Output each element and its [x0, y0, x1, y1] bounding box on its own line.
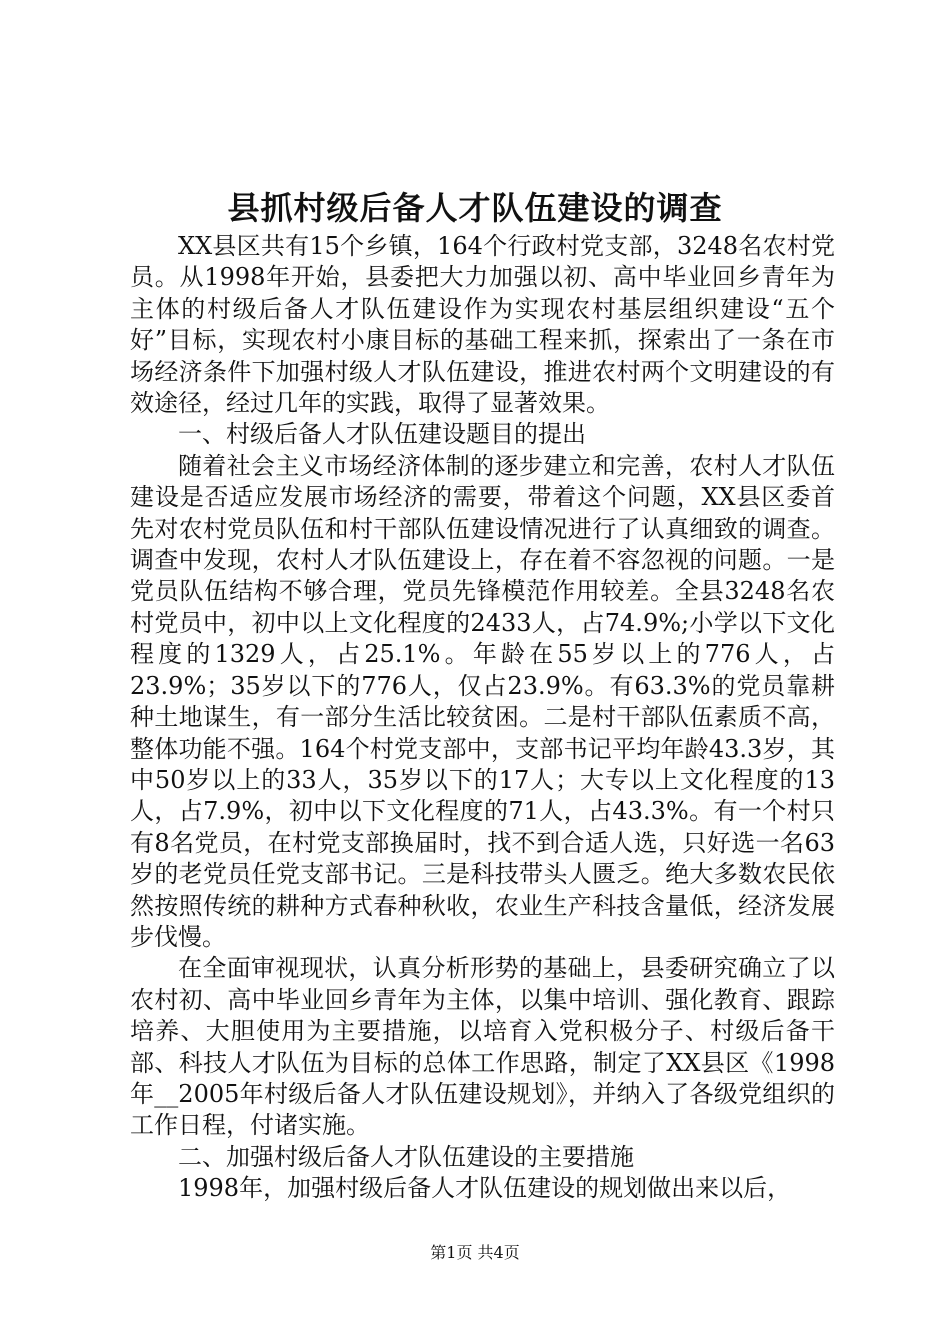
document-body	[130, 231, 835, 1205]
paragraph-plan: 在全面审视现状，认真分析形势的基础上，县委研究确立了以农村初、高中毕业回乡青年为主体，以集中培训、强化教育、跟踪培养、大胆使用为主要措施，以培育入党积极分子、村级后备干部、科技人才队伍为目标的总体工作思路，制定了XX县区《1998年__2005年村级后备人才队伍建设规划》，并纳入了各级党组织的工作日程，付诸实施。	[130, 954, 835, 1140]
page-footer: 第1页 共4页	[430, 1243, 520, 1262]
document-title: 县抓村级后备人才队伍建设的调查	[227, 189, 723, 227]
section-heading-1: 一、村级后备人才队伍建设题目的提出	[178, 420, 586, 449]
paragraph-measures: 1998年，加强村级后备人才队伍建设的规划做出来以后，	[178, 1174, 792, 1203]
paragraph-intro: XX县区共有15个乡镇，164个行政村党支部，3248名农村党员。从1998年开始，县委把大力加强以初、高中毕业回乡青年为主体的村级后备人才队伍建设作为实现农村基层组织建设“五个好”目标，实现农村小康目标的基础工程来抓，探索出了一条在市场经济条件下加强村级人才队伍建设，推进农村两个文明建设的有效途径，经过几年的实践，取得了显著效果。	[130, 232, 835, 418]
section-heading-2: 二、加强村级后备人才队伍建设的主要措施	[178, 1142, 634, 1171]
paragraph-survey: 随着社会主义市场经济体制的逐步建立和完善，农村人才队伍建设是否适应发展市场经济的需要，带着这个问题，XX县区委首先对农村党员队伍和村干部队伍建设情况进行了认真细致的调查。调查中发现，农村人才队伍建设上，存在着不容忽视的问题。一是党员队伍结构不够合理，党员先锋模范作用较差。全县3248名农村党员中，初中以上文化程度的2433人，占74.9%;小学以下文化程度的1329人，占25.1%。年龄在55岁以上的776人，占23.9%；35岁以下的776人，仅占23.9%。有63.3%的党员靠耕种土地谋生，有一部分生活比较贫困。二是村干部队伍素质不高，整体功能不强。164个村党支部中，支部书记平均年龄43.3岁，其中50岁以上的33人，35岁以下的17人；大专以上文化程度的13人，占7.9%，初中以下文化程度的71人，占43.3%。有一个村只有8名党员，在村党支部换届时，找不到合适人选，只好选一名63岁的老党员任党支部书记。三是科技带头人匮乏。绝大多数农民依然按照传统的耕种方式春种秋收，农业生产科技含量低，经济发展步伐慢。	[130, 451, 835, 951]
